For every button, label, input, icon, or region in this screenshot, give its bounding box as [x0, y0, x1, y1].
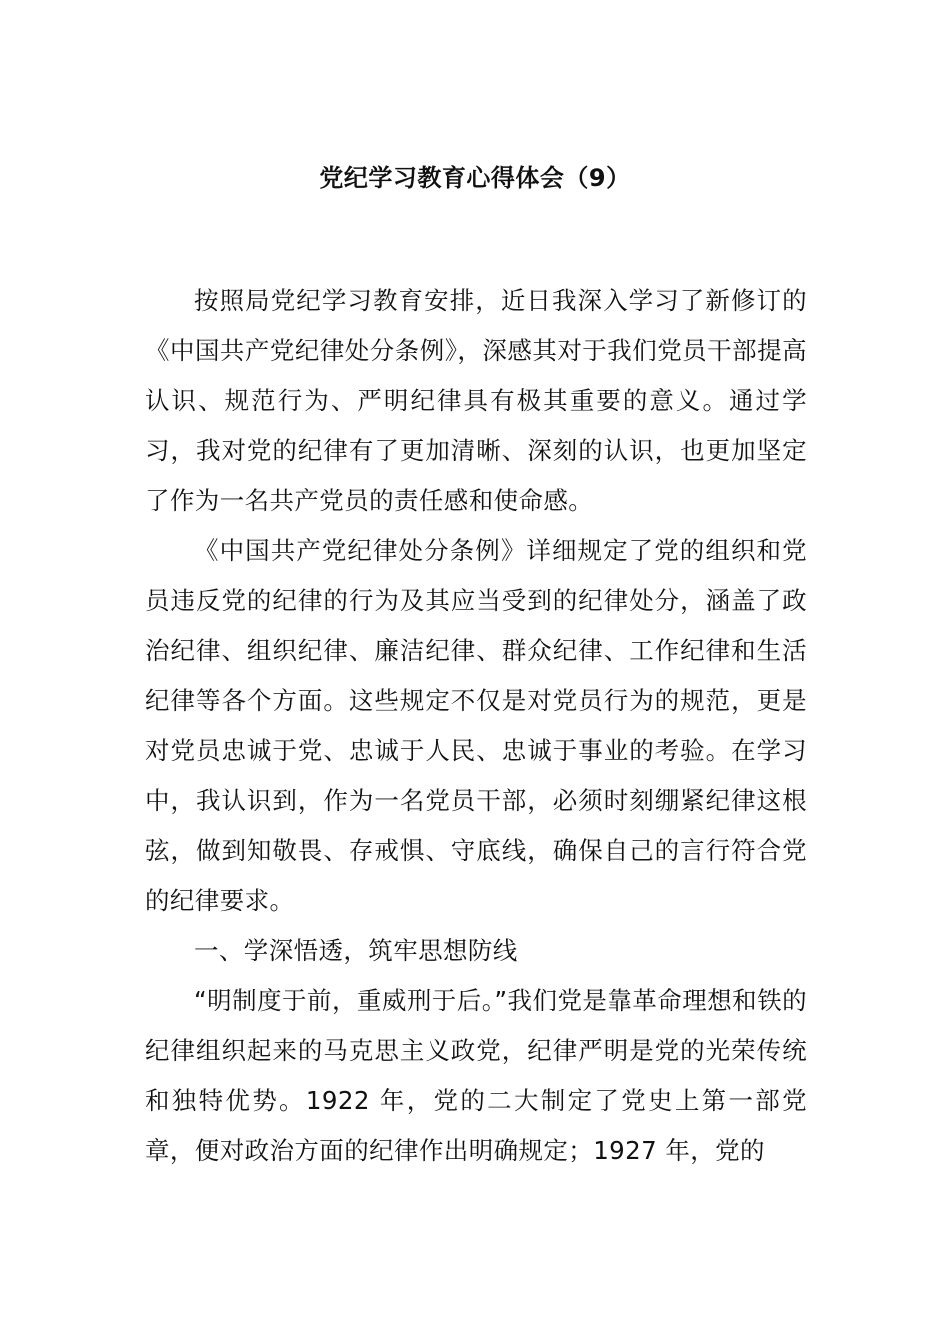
document-title: 党纪学习教育心得体会（9）	[319, 164, 631, 192]
document-body	[145, 276, 807, 1176]
paragraph-history: “明制度于前，重威刑于后。”我们党是靠革命理想和铁的纪律组织起来的马克思主义政党，纪律严明是党的光荣传统和独特优势。1922 年，党的二大制定了党史上第一部党章，便对政治方面的纪律作出明确规定；1927 年，党的	[145, 986, 807, 1165]
section-heading-1: 一、学深悟透，筑牢思想防线	[194, 936, 518, 965]
paragraph-intro: 按照局党纪学习教育安排，近日我深入学习了新修订的《中国共产党纪律处分条例》，深感其对于我们党员干部提高认识、规范行为、严明纪律具有极其重要的意义。通过学习，我对党的纪律有了更加清晰、深刻的认识，也更加坚定了作为一名共产党员的责任感和使命感。	[145, 286, 807, 515]
paragraph-regulation-overview: 《中国共产党纪律处分条例》详细规定了党的组织和党员违反党的纪律的行为及其应当受到的纪律处分，涵盖了政治纪律、组织纪律、廉洁纪律、群众纪律、工作纪律和生活纪律等各个方面。这些规定不仅是对党员行为的规范，更是对党员忠诚于党、忠诚于人民、忠诚于事业的考验。在学习中，我认识到，作为一名党员干部，必须时刻绷紧纪律这根弦，做到知敬畏、存戒惧、守底线，确保自己的言行符合党的纪律要求。	[145, 536, 807, 915]
